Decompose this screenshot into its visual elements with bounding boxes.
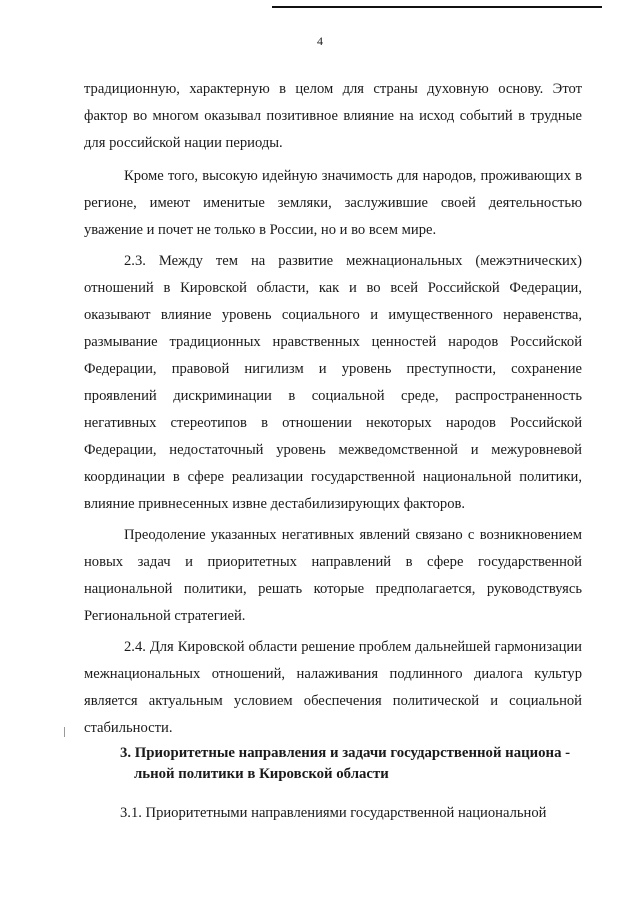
paragraph-2-3: 2.3. Между тем на развитие межнациональных (межэтнических) отношений в Кировской области, как и во всей Российской Федерации, оказывают влияние уровень социального и имущественного неравенства, размывание традиционных нравственных ценностей народов Российской Федерации, правовой нигилизм и уровень преступности, сохранение проявлений дискриминации в социальной среде, распространенность негативных стереотипов в отношении некоторых народов Российской Федерации, недостаточный уровень межведомственной и межуровневой координации в сфере реализации государственной национальной политики, влияние привнесенных извне дестабилизирующих факторов. [84,253,582,512]
section-heading [120,743,590,785]
body-text [84,76,582,742]
paragraph-2-4: 2.4. Для Кировской области решение проблем дальнейшей гармонизации межнациональных отношений, налаживания подлинного диалога культур является актуальным условием обеспечения политической и социальной стабильности. [84,639,582,736]
paragraph-3-1: 3.1. Приоритетными направлениями государственной национальной [120,805,547,821]
top-rule [272,6,602,8]
paragraph-2: Кроме того, высокую идейную значимость для народов, проживающих в регионе, имеют именитые земляки, заслужившие своей деятельностью уважение и почет не только в России, но и во всем мире. [84,168,582,238]
section-heading-line-2: льной политики в Кировской области [134,766,389,782]
section-heading-line-1: 3. Приоритетные направления и задачи государственной национа - [120,745,571,761]
paragraph-4: Преодоление указанных негативных явлений связано с возникновением новых задач и приоритетных направлений в сфере государственной национальной политики, решать которые предполагается, руководствуясь Региональной стратегией. [84,527,582,624]
margin-mark [64,727,65,737]
page-number: 4 [317,34,323,48]
paragraph-1: традиционную, характерную в целом для страны духовную основу. Этот фактор во многом оказывал позитивное влияние на исход событий в трудные для российской нации периоды. [84,81,582,151]
